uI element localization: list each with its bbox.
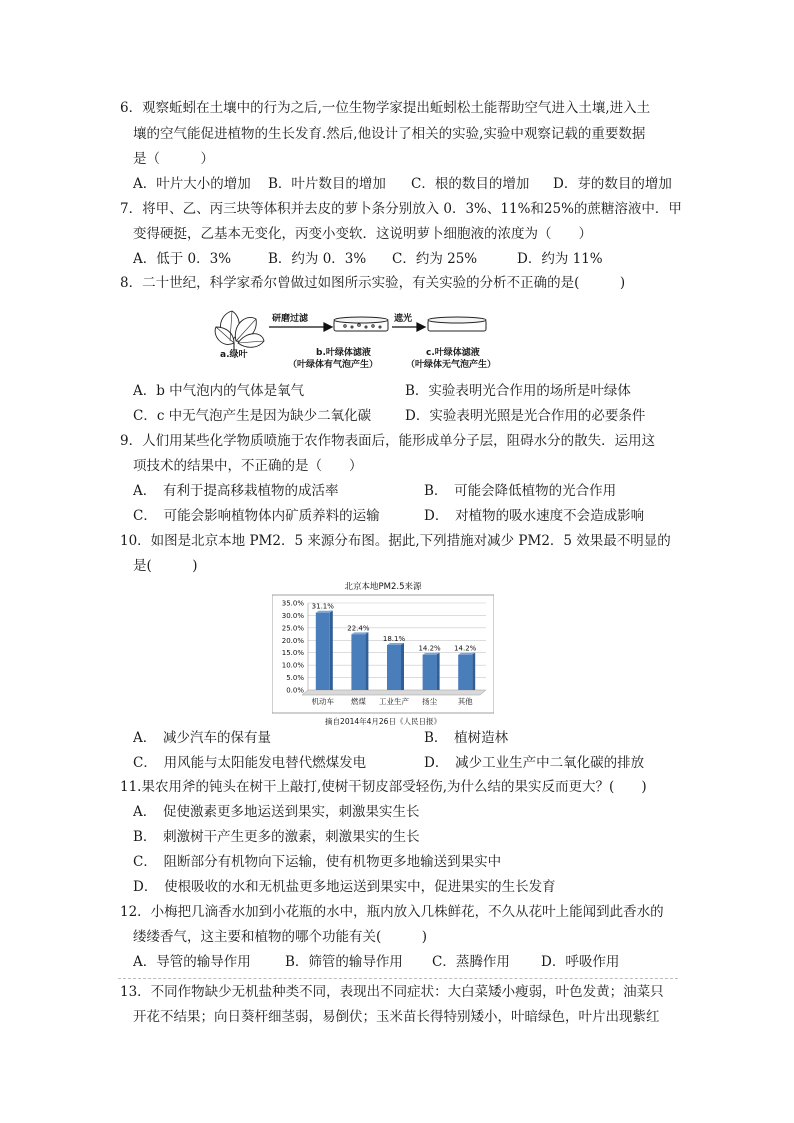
q9-option-c: C． 可能会影响植物体内矿质养料的运输 [133,508,380,524]
q11-stem-line1: 11.果农用斧的钝头在树干上敲打,使树干韧皮部受轻伤,为什么结的果实反而更大？( ) [120,779,647,795]
q7-option-c: C．约为 25% [392,251,478,267]
q8-option-d: D．实验表明光照是光合作用的必要条件 [405,408,646,424]
petri-dish-c [428,317,486,331]
chart-bar-side [472,653,475,690]
q7-option-a: A．低于 0．3% [133,251,232,267]
q12-option-d: D．呼吸作用 [541,954,620,970]
q8-label-a: a.绿叶 [220,350,248,360]
q9-option-d: D． 对植物的吸水速度不会造成影响 [424,508,645,524]
q11-option-d: D． 使根吸收的水和无机盐更多地运送到果实中，促进果实的生长发育 [133,879,556,895]
q12-stem-line1: 12．小梅把几滴香水加到小花瓶的水中，瓶内放入几株鲜花，不久从花叶上能闻到此香水的 [120,904,664,920]
q12-stem-line2: 缕缕香气，这主要和植物的哪个功能有关( ) [133,929,428,945]
q11-option-c: C． 阻断部分有机物向下运输，使有机物更多地输送到果实中 [133,854,502,870]
q6-option-b: B．叶片数目的增加 [268,176,386,192]
chart-bar [387,645,401,690]
chart-bar [458,655,472,690]
q8-option-c: C．c 中无气泡产生是因为缺少二氧化碳 [133,408,372,424]
chart-bar-side [365,632,368,690]
q12-option-a: A．导管的输导作用 [133,954,251,970]
chart-category-label: 燃煤 [350,697,366,706]
arrow-right-icon [392,323,425,331]
q12-option-c: C．蒸腾作用 [432,954,510,970]
chart-data-label: 14.2% [418,644,441,653]
chart-floor [302,690,486,695]
q10-stem-line1: 10．如图是北京本地 PM2．5 来源分布图。据此,下列措施对减少 PM2．5 效果最不明显的 [120,533,671,549]
q10-option-c: C． 用风能与太阳能发电替代燃煤发电 [133,755,367,771]
chart-ytick-label: 30.0% [281,611,304,620]
q7-stem-line1: 7．将甲、乙、丙三块等体积并去皮的萝卜条分别放入 0．3%、11%和25%的蔗糖溶液中．甲 [120,201,682,217]
pm25-source-chart [272,578,494,728]
chart-ytick-label: 15.0% [281,649,304,658]
chart-ytick-label: 0.0% [286,686,304,695]
chart-bar [316,613,330,690]
q7-option-b: B．约为 0．3% [268,251,367,267]
chart-bar [351,634,365,690]
q8-experiment-figure [212,305,512,369]
q8-label-c-note: （叶绿体无气泡产生） [406,360,497,370]
q8-label-b-note: （叶绿体有气泡产生） [288,360,379,370]
q13-stem-line1: 13．不同作物缺少无机盐种类不同，表现出不同症状：大白菜矮小瘦弱，叶色发黄；油菜只 [120,984,664,1000]
q9-stem-line1: 9．人们用某些化学物质喷施于农作物表面后，能形成单分子层，阻碍水分的散失．运用这 [120,433,656,449]
pm25-chart-svg [272,578,494,728]
q12-option-b: B．筛管的输导作用 [285,954,403,970]
chart-data-label: 22.4% [347,624,370,633]
chart-bar [423,655,437,690]
q11-option-b: B． 刺激树干产生更多的激素，刺激果实的生长 [133,829,420,845]
arrow-right-icon [269,323,332,331]
q8-arrow2-label: 遮光 [394,314,413,324]
chart-title: 北京本地PM2.5来源 [344,582,422,592]
chart-ytick-label: 20.0% [281,636,304,645]
q7-option-d: D．约为 11% [517,251,603,267]
chart-category-label: 扬尘 [422,697,438,706]
chart-ytick-label: 35.0% [281,599,304,608]
q6-stem-line1: 6．观察蚯蚓在土壤中的行为之后,一位生物学家提出蚯蚓松土能帮助空气进入土壤,进入土 [120,100,651,116]
q6-stem-line2: 壤的空气能促进植物的生长发育.然后,他设计了相关的实验,实验中观察记载的重要数据 [133,126,646,142]
q9-stem-line2: 项技术的结果中，不正确的是（ ） [133,458,363,474]
q9-option-b: B． 可能会降低植物的光合作用 [424,483,617,499]
chart-data-label: 14.2% [454,644,477,653]
q13-stem-line2: 开花不结果；向日葵杆细茎弱，易倒伏；玉米苗长得特别矮小，叶暗绿色，叶片出现紫红 [133,1009,660,1025]
leaf-icon [215,311,264,351]
q6-option-c: C．根的数目的增加 [411,176,530,192]
chart-bar-side [401,643,404,690]
petri-dish-b [334,317,388,331]
q8-stem-line1: 8．二十世纪，科学家希尔曾做过如图所示实验，有关实验的分析不正确的是( ) [120,275,626,291]
q10-option-d: D． 减少工业生产中二氧化碳的排放 [424,755,645,771]
chart-data-label: 31.1% [311,602,334,611]
q8-label-c: c.叶绿体滤液 [426,348,480,358]
chart-source-note: 摘自2014年4月26日《人民日报》 [325,717,441,726]
chart-ytick-label: 5.0% [286,674,304,683]
chart-category-label: 工业生产 [379,697,409,706]
section-divider [118,978,678,979]
chart-ytick-label: 25.0% [281,624,304,633]
chart-category-label: 其他 [457,697,473,706]
q6-option-a: A．叶片大小的增加 [133,176,251,192]
q8-arrow1-label: 研磨过滤 [272,314,309,324]
q9-option-a: A． 有利于提高移栽植物的成活率 [133,483,339,499]
q10-option-b: B． 植树造林 [424,730,509,746]
q10-option-a: A． 减少汽车的保有量 [133,730,271,746]
chart-category-label: 机动车 [311,697,335,706]
chart-bar-side [437,653,440,690]
q6-option-d: D．芽的数目的增加 [553,176,672,192]
chart-bar-side [330,611,333,690]
q6-stem-line3: 是（ ） [133,151,214,167]
q8-label-b: b.叶绿体滤液 [316,348,371,358]
q8-option-a: A．b 中气泡内的气体是氧气 [133,383,305,399]
q11-option-a: A． 促使激素更多地运送到果实，刺激果实生长 [133,804,420,820]
chart-ytick-label: 10.0% [281,661,304,670]
chart-data-label: 18.1% [382,635,406,644]
q8-option-b: B．实验表明光合作用的场所是叶绿体 [405,383,631,399]
q7-stem-line2: 变得硬挺，乙基本无变化，丙变小变软．这说明萝卜细胞液的浓度为（ ） [133,226,592,242]
q10-stem-line2: 是( ) [133,558,198,574]
